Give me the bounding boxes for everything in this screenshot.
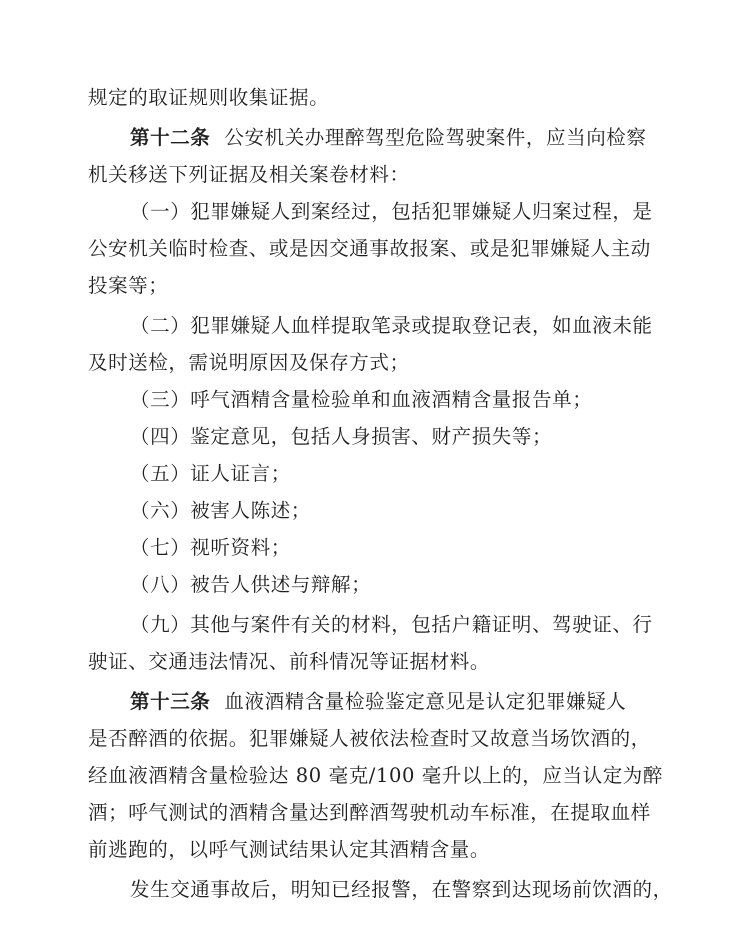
list-item-6: （六）被害人陈述； bbox=[130, 499, 311, 522]
list-item-1: （一）犯罪嫌疑人到案经过，包括犯罪嫌疑人归案过程，是 bbox=[130, 200, 653, 223]
text-line: 投案等； bbox=[88, 274, 169, 297]
text-line: 驶证、交通违法情况、前科情况等证据材料。 bbox=[88, 650, 491, 673]
text-line: 是否醉酒的依据。犯罪嫌疑人被依法检查时又故意当场饮酒的， bbox=[88, 727, 651, 750]
text-line: 经血液酒精含量检验达 80 毫克/100 毫升以上的，应当认定为醉 bbox=[88, 764, 663, 787]
list-item-7: （七）视听资料； bbox=[130, 536, 291, 559]
list-item-4: （四）鉴定意见，包括人身损害、财产损失等； bbox=[130, 425, 553, 448]
text-line: 规定的取证规则收集证据。 bbox=[88, 86, 330, 109]
text-line: 前逃跑的，以呼气测试结果认定其酒精含量。 bbox=[88, 838, 491, 861]
article-heading: 第十二条 bbox=[130, 126, 211, 149]
list-item-5: （五）证人证言； bbox=[130, 462, 291, 485]
list-item-9: （九）其他与案件有关的材料，包括户籍证明、驾驶证、行 bbox=[130, 613, 653, 636]
list-item-3: （三）呼气酒精含量检验单和血液酒精含量报告单； bbox=[130, 388, 593, 411]
text-line: 发生交通事故后，明知已经报警，在警察到达现场前饮酒的， bbox=[130, 878, 673, 901]
text-line: 酒；呼气测试的酒精含量达到醉酒驾驶机动车标准，在提取血样 bbox=[88, 801, 651, 824]
text-line: 机关移送下列证据及相关案卷材料： bbox=[88, 163, 410, 186]
article-13-heading-line: 第十三条 血液酒精含量检验鉴定意见是认定犯罪嫌疑人 bbox=[130, 690, 627, 713]
article-heading: 第十三条 bbox=[130, 690, 211, 713]
list-item-2: （二）犯罪嫌疑人血样提取笔录或提取登记表，如血液未能 bbox=[130, 314, 653, 337]
text-line: 及时送检，需说明原因及保存方式； bbox=[88, 351, 410, 374]
list-item-8: （八）被告人供述与辩解； bbox=[130, 573, 372, 596]
article-12-heading-line: 第十二条 公安机关办理醉驾型危险驾驶案件，应当向检察 bbox=[130, 126, 647, 149]
text-line: 公安机关临时检查、或是因交通事故报案、或是犯罪嫌疑人主动 bbox=[88, 237, 651, 260]
